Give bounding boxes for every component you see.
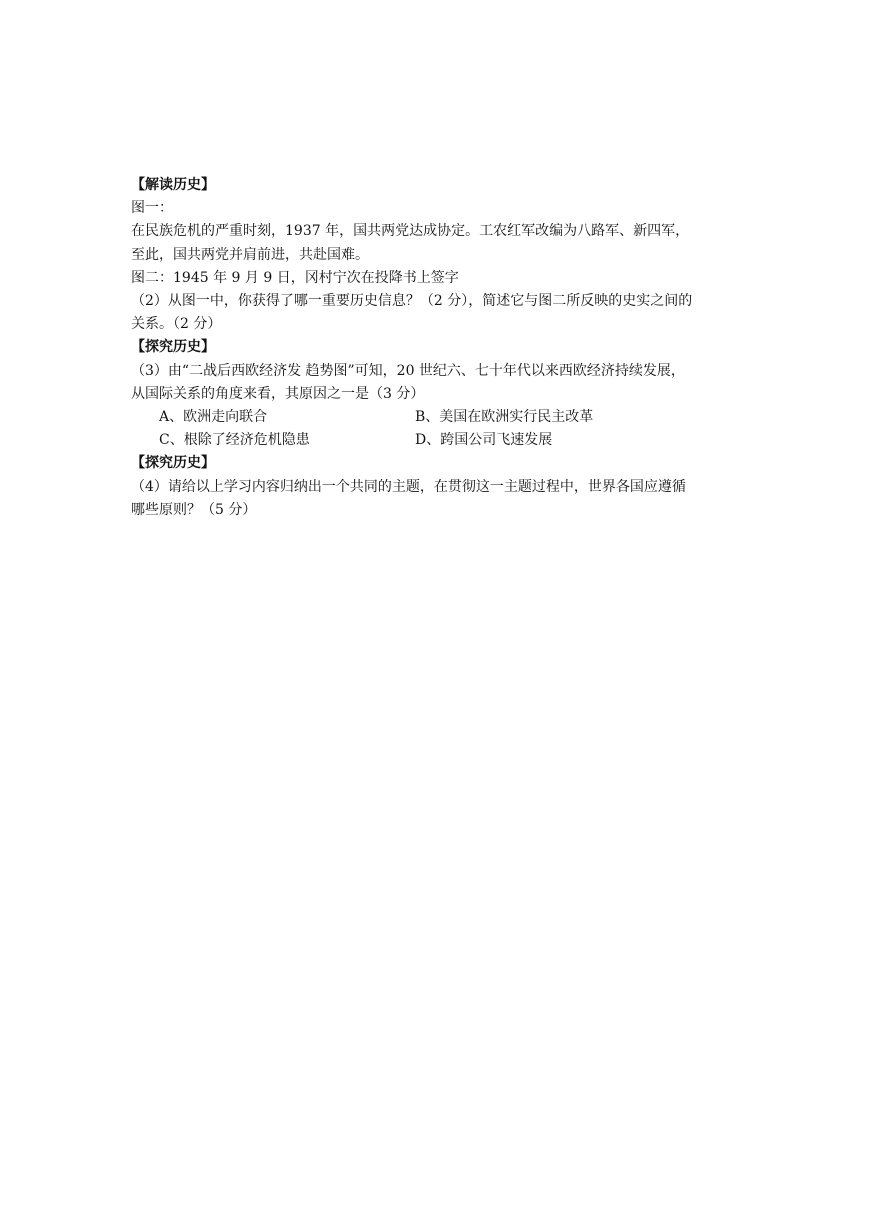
section-heading-explore-history-2: 【探究历史】 bbox=[131, 455, 215, 472]
figure-1-text-line-2: 至此，国共两党并肩前进，共赴国难。 bbox=[131, 246, 369, 263]
options-row-cd bbox=[131, 429, 751, 452]
option-d: D、跨国公司飞速发展 bbox=[415, 432, 553, 449]
question-4-line-2: 哪些原则？（5 分） bbox=[131, 501, 257, 518]
figure-1-text-line-1: 在民族危机的严重时刻，1937 年，国共两党达成协定。工农红军改编为八路军、新四军， bbox=[131, 223, 690, 240]
figure-2-caption: 图二：1945 年 9 月 9 日，冈村宁次在投降书上签字 bbox=[131, 269, 459, 286]
question-3-line-1: （3）由“二战后西欧经济发 趋势图”可知，20 世纪六、七十年代以来西欧经济持续发展， bbox=[131, 362, 685, 379]
document-page bbox=[131, 174, 751, 522]
section-heading-explore-history: 【探究历史】 bbox=[131, 339, 215, 356]
figure-1-label: 图一： bbox=[131, 200, 173, 217]
question-2-line-1: （2）从图一中，你获得了哪一重要历史信息？（2 分），简述它与图二所反映的史实之间的 bbox=[131, 293, 693, 310]
section-heading-interpret-history: 【解读历史】 bbox=[131, 177, 215, 193]
option-a: A、欧洲走向联合 bbox=[159, 409, 268, 426]
question-4-line-1: （4）请给以上学习内容归纳出一个共同的主题，在贯彻这一主题过程中，世界各国应遵循 bbox=[131, 478, 686, 495]
option-b: B、美国在欧洲实行民主改革 bbox=[415, 409, 594, 426]
options-row-ab bbox=[131, 406, 751, 429]
question-3-line-2: 从国际关系的角度来看，其原因之一是（3 分） bbox=[131, 385, 425, 402]
option-c: C、根除了经济危机隐患 bbox=[159, 432, 310, 449]
question-2-line-2: 关系。（2 分） bbox=[131, 316, 222, 333]
